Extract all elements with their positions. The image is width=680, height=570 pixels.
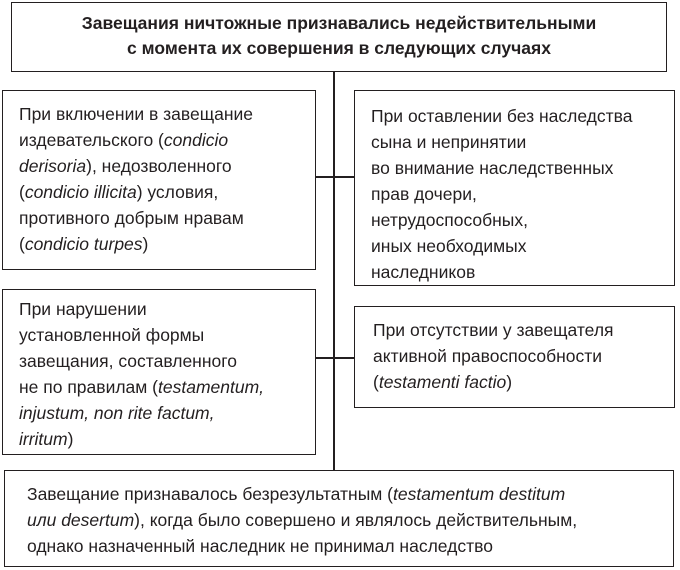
right2-line1: При отсутствии у завещателя — [373, 320, 614, 340]
title-line-1: Завещания ничтожные признавались недействительными — [81, 13, 597, 33]
bottom-line3: однако назначенный наследник не принимал наследство — [27, 536, 493, 556]
right2-line3: (testamenti factio) — [373, 372, 513, 392]
right2-line2: активной правоспособности — [373, 346, 603, 366]
bottom-line1: Завещание признавалось безрезультатным (testamentum destitum — [27, 484, 566, 504]
right1-line7: наследников — [371, 262, 476, 282]
left1-line1: При включении в завещание — [19, 104, 254, 124]
left1-line6: (condicio turpes) — [19, 234, 149, 254]
left1-line3: derisoria), недозволенного — [19, 156, 232, 176]
right1-line4: прав дочери, — [371, 184, 477, 204]
connector-right-2 — [334, 357, 354, 359]
connector-left-2 — [316, 357, 334, 359]
title-box — [11, 2, 667, 72]
left1-line4: (condicio illicita) условия, — [19, 182, 219, 202]
right-box-capacity — [354, 306, 675, 408]
title-line-2: с момента их совершения в следующих случаях — [127, 38, 551, 58]
bottom-box-destitutum — [4, 470, 674, 567]
right1-line6: иных необходимых — [371, 236, 527, 256]
right1-line3: во внимание наследственных — [371, 158, 614, 178]
left1-line5: противного добрым нравам — [19, 208, 244, 228]
left2-line5: injustum, non rite factum, — [19, 403, 215, 423]
right-box-disinheritance — [354, 90, 675, 286]
left2-line2: установленной формы — [19, 325, 205, 345]
left2-line6: irritum) — [19, 429, 74, 449]
connector-right-1 — [334, 176, 354, 178]
trunk-line — [333, 72, 335, 470]
right1-line1: При оставлении без наследства — [371, 106, 633, 126]
left1-line2: издевательского (condicio — [19, 130, 229, 150]
left2-line3: завещания, составленного — [19, 351, 237, 371]
left2-line1: При нарушении — [19, 299, 147, 319]
connector-left-1 — [316, 176, 334, 178]
right1-line2: сына и непринятии — [371, 132, 527, 152]
right1-line5: нетрудоспособных, — [371, 210, 528, 230]
left2-line4: не по правилам (testamentum, — [19, 377, 265, 397]
left-box-condicio — [2, 90, 316, 270]
left-box-form-violation — [2, 289, 316, 455]
bottom-line2: или desertum), когда было совершено и являлось действительным, — [27, 510, 578, 530]
